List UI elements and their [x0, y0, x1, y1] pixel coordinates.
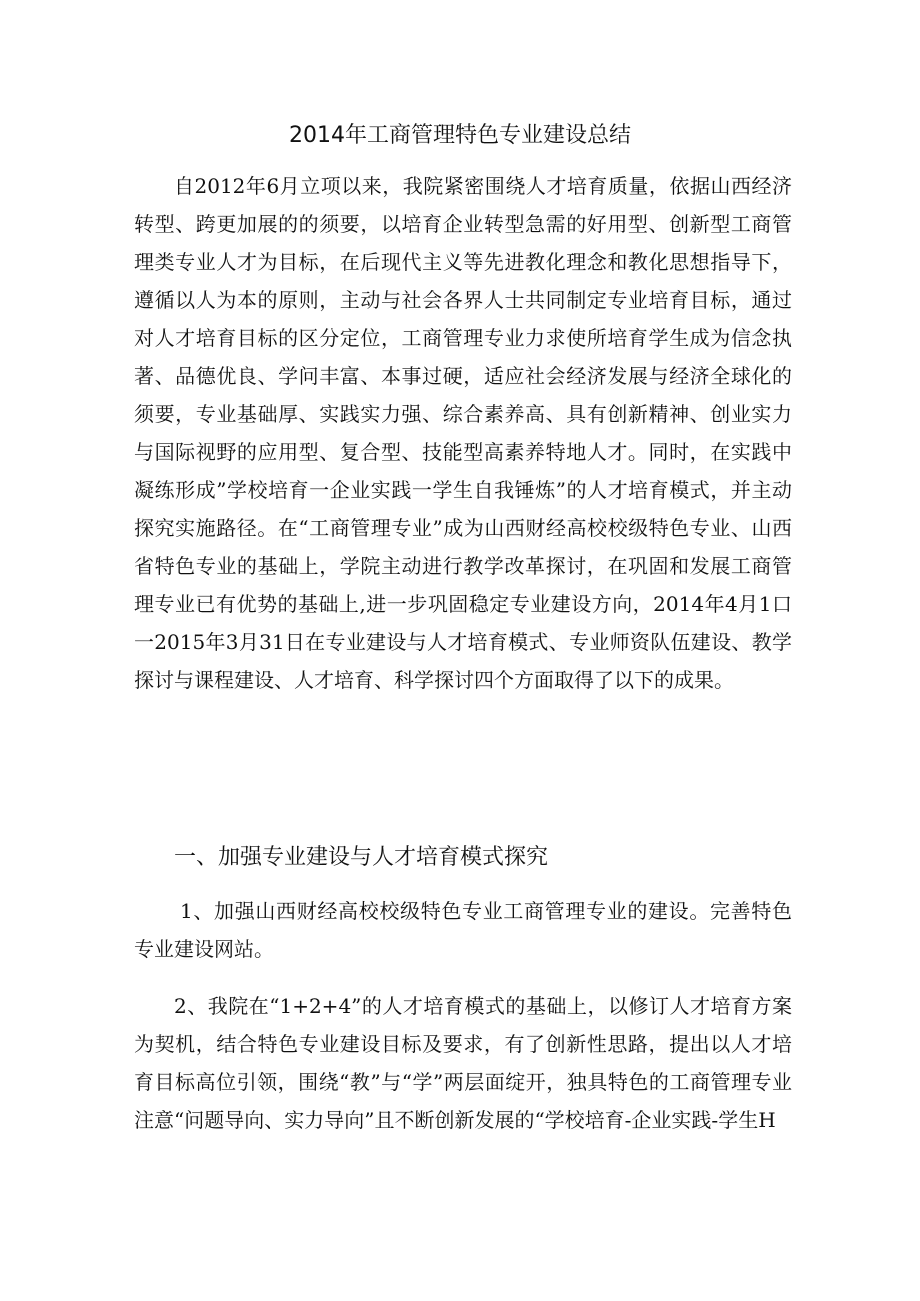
section-heading: 一、加强专业建设与人才培育模式探究 — [174, 845, 549, 870]
list-item-2: 2、我院在“1+2+4”的人才培育模式的基础上，以修订人才培育方案为契机，结合特色专业建设目标及要求，有了创新性思路，提出以人才培育目标高位引领，围绕“教”与“学”两层面绽开，独具特色的工商管理专业注意“问题导向、实力导向”且不断创新发展的“学校培育-企业实践-学生H — [134, 994, 792, 1132]
document-title: 2014年工商管理特色专业建设总结 — [289, 123, 631, 148]
list-item-1: 1、加强山西财经高校校级特色专业工商管理专业的建设。完善特色专业建设网站。 — [134, 899, 792, 961]
intro-paragraph: 自2012年6月立项以来，我院紧密围绕人才培育质量，依据山西经济转型、跨更加展的的须要，以培育企业转型急需的好用型、创新型工商管理类专业人才为目标，在后现代主义等先进教化理念和教化思想指导下，遵循以人为本的原则，主动与社会各界人士共同制定专业培育目标，通过对人才培育目标的区分定位，工商管理专业力求使所培育学生成为信念执著、品德优良、学问丰富、本事过硬，适应社会经济发展与经济全球化的须要，专业基础厚、实践实力强、综合素养高、具有创新精神、创业实力与国际视野的应用型、复合型、技能型高素养特地人才。同时，在实践中凝练形成”学校培育一企业实践一学生自我锤炼”的人才培育模式，并主动探究实施路径。在“工商管理专业”成为山西财经高校校级特色专业、山西省特色专业的基础上，学院主动进行教学改革探讨，在巩固和发展工商管理专业已有优势的基础上,进一步巩固稳定专业建设方向，2014年4月1口一2015年3月31日在专业建设与人才培育模式、专业师资队伍建设、教学探讨与课程建设、人才培育、科学探讨四个方面取得了以下的成果。 — [134, 174, 792, 692]
